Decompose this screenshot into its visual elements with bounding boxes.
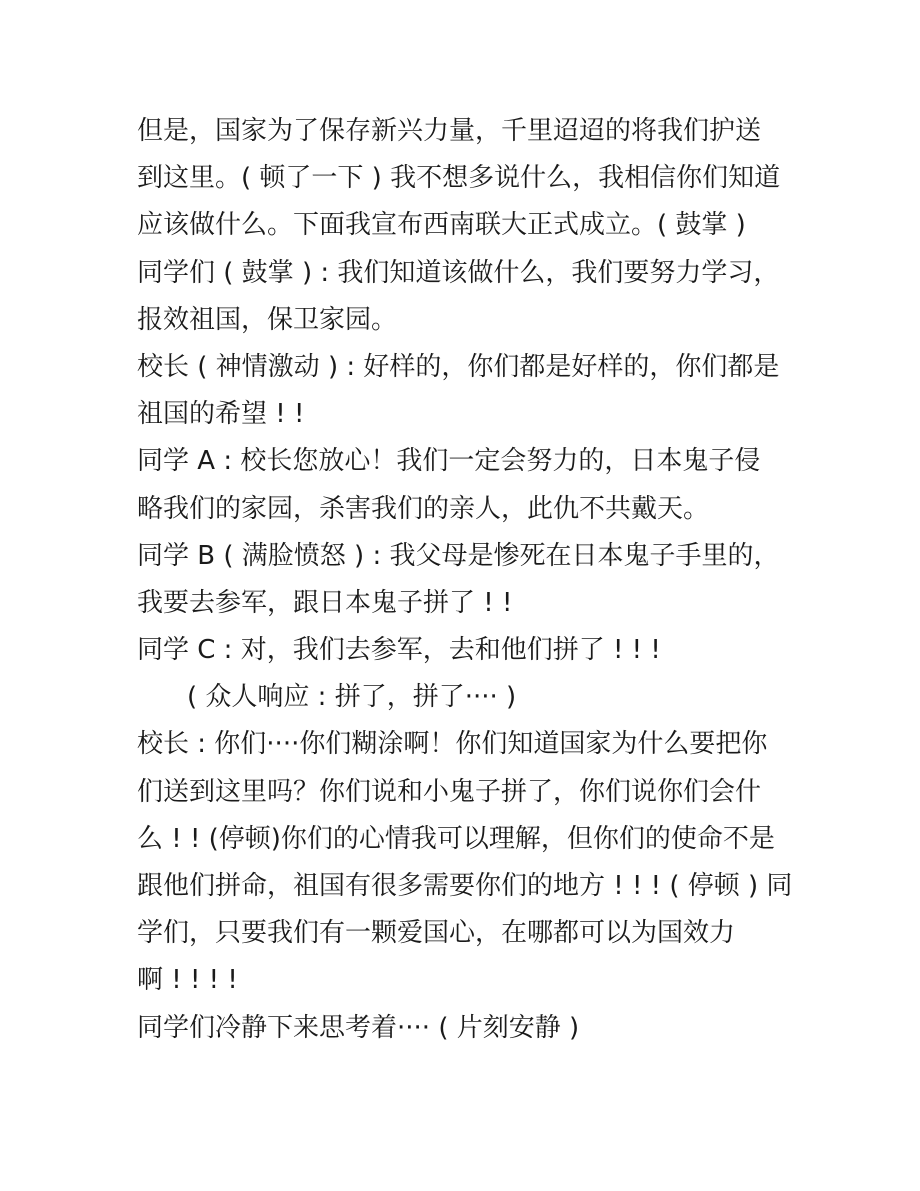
text-line: 同学 C : 对，我们去参军，去和他们拼了 ! ! ! [137, 635, 661, 666]
text-line: 同学 B ( 满脸愤怒 ) : 我父母是惨死在日本鬼子手里的， [137, 540, 780, 571]
script-text [137, 108, 817, 1052]
text-line: 么 ! ! (停顿)你们的心情我可以理解，但你们的使命不是 [137, 823, 775, 854]
text-line: 们送到这里吗？你们说和小鬼子拼了，你们说你们会什 [137, 776, 762, 807]
text-line: 校长 : 你们····你们糊涂啊！你们知道国家为什么要把你 [137, 729, 768, 760]
text-line: 我要去参军，跟日本鬼子拼了 ! ! [137, 587, 513, 618]
text-line: 到这里。( 顿了一下 ) 我不想多说什么，我相信你们知道 [137, 163, 781, 194]
text-line: 校长 ( 神情激动 ) : 好样的，你们都是好样的，你们都是 [137, 351, 780, 382]
text-line: 但是，国家为了保存新兴力量，千里迢迢的将我们护送 [137, 116, 762, 146]
text-line: 啊 ! ! ! ! [137, 965, 238, 996]
text-line: 学们，只要我们有一颗爱国心，在哪都可以为国效力 [137, 918, 736, 949]
text-line-indented: ( 众人响应 : 拼了，拼了···· ) [187, 682, 517, 713]
text-line: 应该做什么。下面我宣布西南联大正式成立。( 鼓掌 ) [137, 210, 746, 241]
text-line: 跟他们拼命，祖国有很多需要你们的地方 ! ! ! ( 停顿 ) 同 [137, 871, 793, 901]
text-line: 同学们冷静下来思考着···· ( 片刻安静 ) [137, 1012, 580, 1043]
text-line: 同学们 ( 鼓掌 ) : 我们知道该做什么，我们要努力学习， [137, 257, 780, 288]
text-line: 祖国的希望 ! ! [137, 399, 305, 430]
text-line: 报效祖国，保卫家园。 [137, 304, 398, 335]
text-line: 略我们的家园，杀害我们的亲人，此仇不共戴天。 [137, 493, 710, 524]
text-line: 同学 A : 校长您放心！我们一定会努力的，日本鬼子侵 [137, 446, 761, 477]
